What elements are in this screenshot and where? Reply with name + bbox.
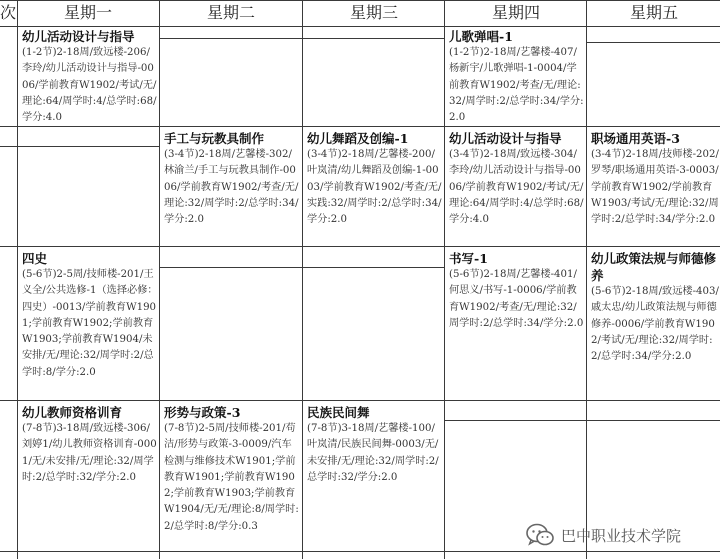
course-title: 幼儿活动设计与指导 [449,131,562,146]
course-title: 形势与政策-3 [164,405,241,420]
watermark-text: 巴中职业技术学院 [561,526,682,545]
grid-vline [17,0,18,559]
grid-vline [159,0,160,559]
course-detail: (5-6节)2-18周/艺馨楼-401/何思义/书写-1-0006/学前教育W1902/考查/无/理论:32/周学时:2/总学时:34/学分:2.0 [449,269,584,329]
course-detail: (1-2节)2-18周/致远楼-206/李玲/幼儿活动设计与指导-0006/学前教育W1902/考试/无/理论:64/周学时:4/总学时:68/学分:4.0 [22,47,157,124]
day-header-monday: 星期一 [63,3,112,22]
watermark [525,520,720,550]
course-title: 书写-1 [449,251,488,266]
course-cell-thu-5-6[interactable] [449,250,584,400]
course-title: 手工与玩教具制作 [164,131,265,146]
period-column-header: 次 [0,3,16,22]
day-header-thursday: 星期四 [491,3,540,22]
course-title: 幼儿舞蹈及创编-1 [307,131,409,146]
course-cell-wed-7-8[interactable] [307,404,443,550]
course-cell-thu-1-2[interactable] [449,28,584,126]
grid-hline [586,42,720,43]
grid-hline [0,0,720,1]
grid-hline [0,400,720,401]
course-detail: (5-6节)2-5周/技师楼-201/王义全/公共选修-1（选择必修：四史）-0013/学前教育W1901;学前教育W1902;学前教育W1903;学前教育W1904/未安排/无/理论:32/周学时:2/总学时:8/学分:2.0 [22,269,158,378]
course-title: 幼儿活动设计与指导 [22,29,135,44]
grid-hline [0,146,160,147]
course-cell-tue-3-4[interactable] [164,130,301,246]
course-detail: (3-4节)2-18周/艺馨楼-200/叶岚清/幼儿舞蹈及创编-1-0003/学前教育W1902/考查/无/实践:32/周学时:2/总学时:34/学分:2.0 [307,149,442,226]
course-title: 四史 [22,251,48,266]
day-header-tuesday: 星期二 [206,3,255,22]
course-cell-wed-3-4[interactable] [307,130,443,246]
course-title: 儿歌弹唱-1 [449,29,513,44]
grid-hline [159,267,445,268]
course-title: 幼儿政策法规与师德修养 [591,251,717,283]
course-cell-mon-5-6[interactable] [22,250,158,400]
course-title: 职场通用英语-3 [591,131,680,146]
day-header-wednesday: 星期三 [349,3,398,22]
course-cell-thu-3-4[interactable] [449,130,584,246]
course-cell-mon-1-2[interactable] [22,28,158,126]
course-detail: (3-4节)2-18周/艺馨楼-302/林渝兰/手工与玩教具制作-0006/学前教育W1902/考查/无/理论:32/周学时:2/总学时:34/学分:2.0 [164,149,299,226]
day-header-friday: 星期五 [629,3,678,22]
grid-vline [302,0,303,559]
course-detail: (7-8节)2-5周/技师楼-201/苟洁/形势与政策-3-0009/汽车检测与维修技术W1901;学前教育W1901;学前教育W1902;学前教育W1903;学前教育W1904/无/无/理论:8/周学时:2/总学时:8/学分:0.3 [164,423,299,532]
grid-hline [0,551,720,552]
course-detail: (7-8节)3-18周/艺馨楼-100/叶岚清/民族民间舞-0003/无/未安排/无/理论:32/周学时:2/总学时:32/学分:2.0 [307,423,439,483]
course-detail: (5-6节)2-18周/致远楼-403/戚太忠/幼儿政策法规与师德修养-0006/学前教育W1902/考试/无/理论:32/周学时:2/总学时:34/学分:2.0 [591,286,719,363]
course-cell-fri-5-6[interactable] [591,250,720,400]
grid-hline [159,38,445,39]
course-cell-tue-7-8[interactable] [164,404,301,550]
course-detail: (7-8节)3-18周/致远楼-306/刘婷1/幼儿教师资格训育-0001/无/未安排/无/理论:32/周学时:2/总学时:32/学分:2.0 [22,423,157,483]
course-title: 民族民间舞 [307,405,370,420]
grid-hline [444,420,720,421]
wechat-icon [525,522,555,548]
grid-vline [586,0,587,559]
grid-hline [0,246,720,247]
grid-hline [0,26,720,27]
course-cell-fri-3-4[interactable] [591,130,720,246]
course-title: 幼儿教师资格训育 [22,405,123,420]
grid-vline [444,0,445,559]
course-cell-mon-7-8[interactable] [22,404,158,550]
course-detail: (3-4节)2-18周/致远楼-304/李玲/幼儿活动设计与指导-0006/学前教育W1902/考试/无/理论:64/周学时:4/总学时:68/学分:4.0 [449,149,584,226]
grid-hline [0,126,720,127]
course-detail: (1-2节)2-18周/艺馨楼-407/杨新宇/儿歌弹唱-1-0004/学前教育W1902/考查/无/理论:32/周学时:2/总学时:34/学分:2.0 [449,47,584,124]
course-detail: (3-4节)2-18周/技师楼-202/罗琴/职场通用英语-3-0003/学前教育W1902/学前教育W1903/考试/无/理论:32/周学时:2/总学时:34/学分:2.0 [591,149,719,226]
